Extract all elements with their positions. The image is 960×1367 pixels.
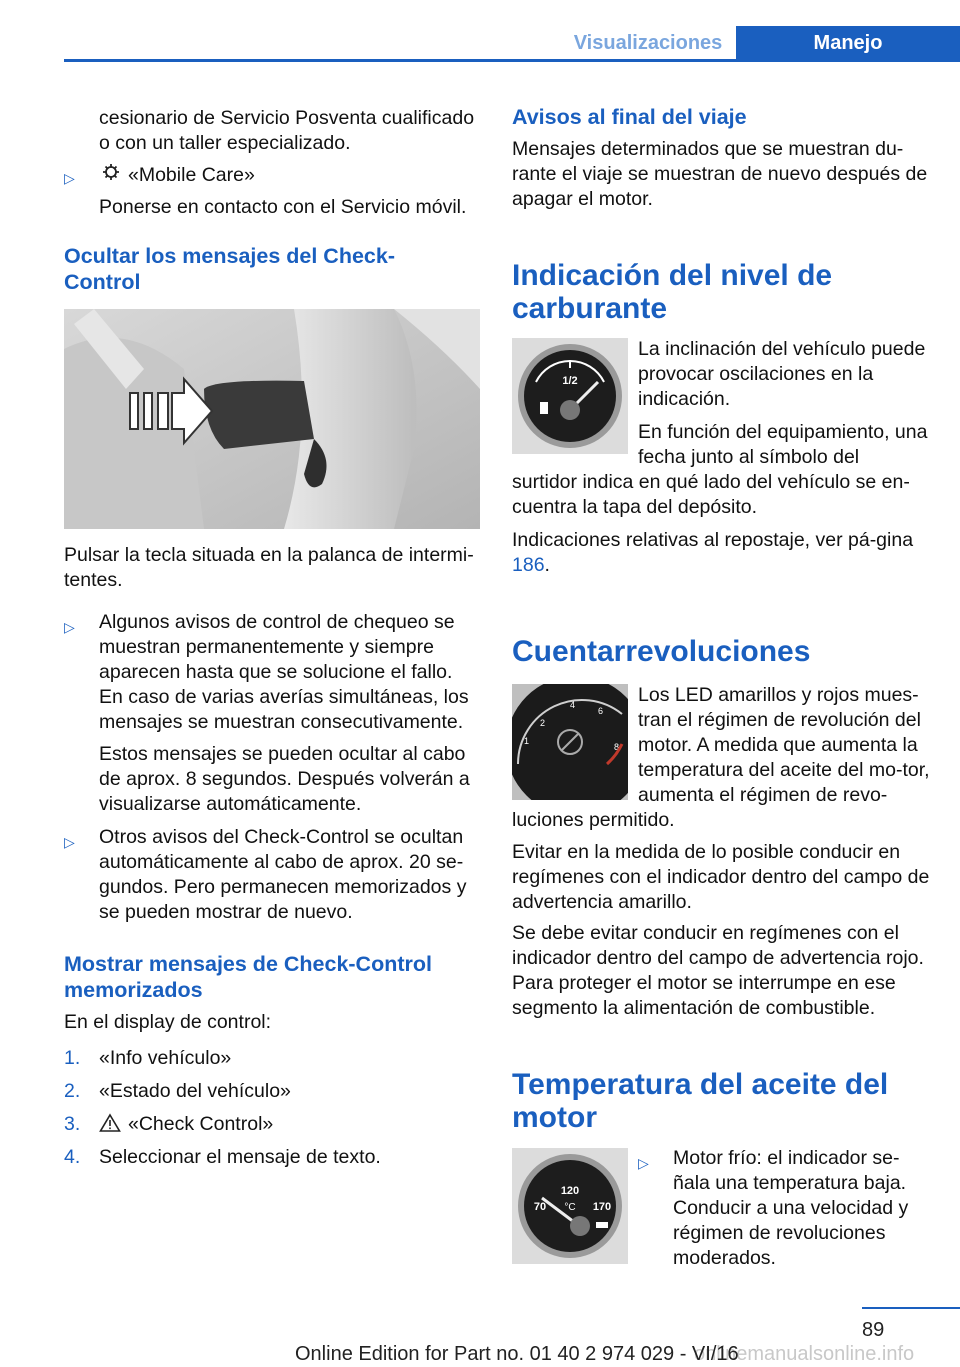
tab-visualizaciones[interactable]: Visualizaciones [573, 32, 723, 54]
mobile-care-text: Ponerse en contacto con el Servicio móvil. [99, 196, 467, 218]
page-number: 89 [862, 1319, 885, 1341]
oil-gauge-170-label: 170 [592, 1201, 612, 1213]
footer-rule [862, 1307, 960, 1309]
photo-oil-temperature-gauge [512, 1148, 628, 1264]
page-ref-link[interactable]: 186 [512, 554, 545, 576]
bullet-marker: ▷ [64, 834, 75, 850]
tach-tick-label: 1 [524, 736, 530, 746]
oil-gauge-70-label: 70 [533, 1201, 547, 1213]
continuation-line-1: cesionario de Servicio Posventa cualificado [99, 107, 475, 129]
bullet-auto-hide: Otros avisos del Check-Control se ocultan automáticamente al cabo de aprox. 20 se-gundos. Pero permanecen memorizados y se pueden mostrar de nuevo. [99, 826, 467, 923]
step-text: «Estado del vehículo» [99, 1080, 291, 1102]
bullet-permanent-warnings: Algunos avisos de control de chequeo se muestran permanentemente y siempre aparecen hasta que se solucione el fallo. En caso de varias averías simultáneas, los mensajes se muestran consecutivamente. [99, 611, 469, 733]
continuation-line-2: o con un taller especializado. [99, 132, 351, 154]
mobile-care-icon [99, 161, 123, 183]
watermark: onlinemanualsonline.info [694, 1343, 915, 1365]
bullet-hide-after-8s: Estos mensajes se pueden ocultar al cabo de aprox. 8 segundos. Después volverán a visualizarse automáticamente. [99, 743, 470, 815]
bullet-marker: ▷ [64, 170, 75, 186]
tach-tick-label: 4 [570, 700, 576, 710]
tachometer-text-3: Se debe evitar conducir en regímenes con el indicador dentro del campo de advertencia rojo. Para proteger el motor se interrumpe en ese segmento la alimentación de combustible. [512, 922, 924, 1019]
warning-triangle-icon [99, 1113, 121, 1133]
heading-end-of-trip: Avisos al final del viaje [512, 105, 747, 129]
step-text: Seleccionar el mensaje de texto. [99, 1146, 381, 1168]
oil-gauge-120-label: 120 [560, 1185, 580, 1197]
step-text: «Info vehículo» [99, 1047, 232, 1069]
tachometer-text-1a: Los LED amarillos y rojos mues-tran el régimen de revolución del motor. A medida que aumenta la temperatura del aceite del mo-tor, aumenta el régimen de revo- [638, 684, 930, 806]
bullet-marker: ▷ [64, 619, 75, 635]
end-of-trip-text: Mensajes determinados que se muestran du-rante el viaje se muestran de nuevo después de apagar el motor. [512, 138, 928, 210]
step-number: 3. [64, 1113, 81, 1135]
step-text: «Check Control» [128, 1113, 274, 1135]
fuel-text-2b: surtidor indica en qué lado del vehículo se en-cuentra la tapa del depósito. [512, 471, 910, 518]
heading-oil-temperature: Temperatura del aceite del motor [512, 1068, 889, 1134]
tach-tick-label: 2 [540, 718, 546, 728]
fuel-text-3: Indicaciones relativas al repostaje, ver pá-gina 186. [512, 529, 914, 576]
heading-show-stored-messages: Mostrar mensajes de Check-Control memorizados [64, 952, 432, 1002]
photo-turn-signal-stalk [64, 309, 480, 529]
fuel-text-1: La inclinación del vehículo puede provocar oscilaciones en la indicación. [638, 338, 926, 410]
tachometer-text-2: Evitar en la medida de lo posible conducir en regímenes con el indicador dentro del campo de advertencia amarillo. [512, 841, 930, 913]
oil-cold-bullet: Motor frío: el indicador se-ñala una temperatura baja. Conducir a una velocidad y régimen de revoluciones moderados. [673, 1147, 909, 1269]
photo-fuel-gauge [512, 338, 628, 454]
fuel-gauge-half-label: 1/2 [562, 375, 578, 387]
press-key-text: Pulsar la tecla situada en la palanca de intermi-tentes. [64, 544, 474, 591]
step-number: 4. [64, 1146, 81, 1168]
heading-tachometer: Cuentarrevoluciones [512, 635, 811, 668]
tab-manejo[interactable]: Manejo [736, 26, 960, 62]
step-number: 1. [64, 1047, 81, 1069]
mobile-care-label: «Mobile Care» [128, 164, 255, 186]
heading-fuel-level: Indicación del nivel de carburante [512, 259, 833, 325]
display-intro: En el display de control: [64, 1011, 272, 1033]
bullet-marker: ▷ [638, 1155, 649, 1171]
tach-tick-label: 8 [614, 742, 620, 752]
photo-tachometer [512, 684, 628, 800]
fuel-text-2a: En función del equipamiento, una fecha junto al símbolo del [638, 421, 928, 468]
step-number: 2. [64, 1080, 81, 1102]
tach-tick-label: 6 [598, 706, 604, 716]
heading-hide-check-control: Ocultar los mensajes del Check-Control [64, 244, 395, 294]
oil-gauge-unit-label: °C [564, 1202, 576, 1213]
edition-footer: Online Edition for Part no. 01 40 2 974 029 - VI/16 [295, 1343, 739, 1365]
header-rule [64, 59, 960, 62]
tachometer-text-1b: luciones permitido. [512, 809, 675, 831]
